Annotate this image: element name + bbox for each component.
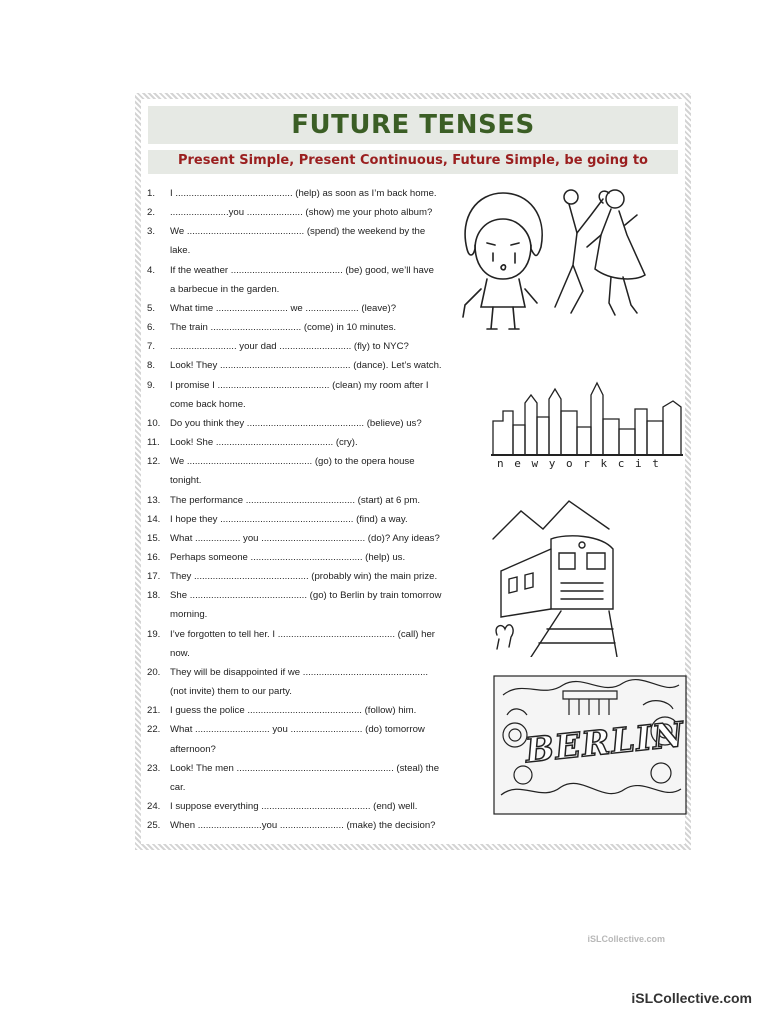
worksheet-frame [135, 93, 691, 944]
exercise-text: (not invite) them to our party. [170, 686, 292, 698]
exercise-line [147, 318, 457, 337]
exercise-line [147, 395, 457, 414]
exercise-text: They ........................................... (probably win) the main prize. [170, 571, 438, 583]
exercise-number [147, 395, 170, 414]
exercise-text: ......................... your dad ........................... (fly) to NYC? [170, 341, 409, 353]
dancing-couple-illustration [551, 185, 649, 327]
exercise-line [147, 222, 457, 241]
exercise-text: I ............................................ (help) as soon as I’m back home. [170, 188, 437, 199]
exercise-text: a barbecue in the garden. [170, 283, 280, 295]
exercise-text: morning. [170, 609, 208, 621]
exercise-text: Perhaps someone .......................................... (help) us. [170, 551, 406, 563]
exercise-number: 9. [147, 379, 156, 391]
exercise-text: Look! The men ........................................................... (steal) the [170, 762, 440, 774]
exercise-text: When ........................you ........................ (make) the decision? [170, 820, 436, 832]
exercise-number: 12. [147, 456, 161, 468]
exercise-number: 16. [147, 551, 161, 563]
nyc-caption: n e w y o r k c i t [497, 457, 661, 470]
exercise-text: now. [170, 647, 190, 659]
exercise-line [147, 491, 457, 510]
exercise-number: 15. [147, 532, 161, 544]
worksheet-page [141, 99, 687, 944]
exercise-number: 13. [147, 494, 161, 506]
exercise-line [147, 605, 457, 624]
worksheet-footer-brand: iSLCollective.com [587, 934, 665, 944]
exercise-line [147, 452, 457, 471]
page-brand-watermark: iSLCollective.com [631, 990, 752, 1006]
berlin-graffiti-illustration [493, 675, 687, 815]
exercise-line [147, 184, 457, 203]
exercise-line [147, 567, 457, 586]
exercise-number: 24. [147, 801, 161, 812]
exercise-number [147, 605, 170, 624]
exercise-number: 6. [147, 322, 156, 334]
exercise-text: What ............................ you ........................... (do) tomorrow [170, 724, 425, 736]
exercise-line [147, 778, 457, 797]
worksheet-title: FUTURE TENSES [291, 110, 535, 140]
exercise-number: 7. [147, 341, 156, 353]
exercise-number: 4. [147, 264, 156, 276]
exercise-text: afternoon? [170, 743, 216, 755]
worksheet-subtitle: Present Simple, Present Continuous, Future Simple, be going to [177, 153, 648, 168]
exercise-number: 20. [147, 666, 161, 678]
exercise-number [147, 280, 170, 299]
exercise-number: 1. [147, 188, 156, 199]
exercise-text: Look! They ................................................. (dance). Let’s watch. [170, 360, 442, 372]
exercise-line [147, 280, 457, 299]
crying-girl-illustration [457, 187, 549, 332]
exercise-number: 11. [147, 437, 160, 449]
exercise-line [147, 759, 457, 778]
exercise-line [147, 740, 457, 759]
exercise-text: They will be disappointed if we ............................................... [170, 666, 429, 678]
subtitle-band [148, 150, 678, 174]
exercise-text: What time ........................... we .................... (leave)? [170, 302, 397, 314]
exercise-line [147, 203, 457, 222]
exercise-number: 25. [147, 820, 161, 832]
exercise-number [147, 471, 170, 490]
exercise-line [147, 299, 457, 318]
exercise-line [147, 433, 457, 452]
exercise-text: I’ve forgotten to tell her. I ............................................ (call) her [170, 628, 435, 640]
exercise-number: 18. [147, 590, 161, 602]
exercise-number: 10. [147, 417, 161, 429]
exercise-line [147, 682, 457, 701]
exercise-text: Look! She ............................................ (cry). [170, 437, 358, 449]
exercise-list [147, 184, 457, 835]
exercise-line [147, 337, 457, 356]
exercise-number [147, 740, 170, 759]
exercise-number: 14. [147, 513, 161, 525]
exercise-line [147, 644, 457, 663]
exercise-text: I suppose everything ......................................... (end) well. [170, 801, 418, 812]
exercise-number: 3. [147, 226, 156, 238]
exercise-text: The train .................................. (come) in 10 minutes. [170, 322, 397, 334]
exercise-text: come back home. [170, 398, 246, 410]
exercise-line [147, 625, 457, 644]
exercise-text: The performance ......................................... (start) at 6 pm. [170, 494, 421, 506]
exercise-line [147, 797, 457, 816]
exercise-number [147, 778, 170, 797]
exercise-number: 23. [147, 762, 161, 774]
train-illustration [491, 499, 621, 657]
exercise-text: I guess the police ........................................... (follow) him. [170, 705, 417, 717]
exercise-line [147, 663, 457, 682]
exercise-text: I hope they .................................................. (find) a way. [170, 513, 408, 525]
exercise-text: She ............................................ (go) to Berlin by train tomorrow [170, 590, 442, 602]
title-band [148, 106, 678, 144]
exercise-text: Do you think they ............................................ (believe) us? [170, 417, 422, 429]
exercise-text: If the weather .......................................... (be) good, we’ll have [170, 264, 434, 276]
exercise-line [147, 816, 457, 835]
exercise-text: I promise I .......................................... (clean) my room after I [170, 379, 429, 391]
exercise-number [147, 644, 170, 663]
exercise-text: We ............................................... (go) to the opera house [170, 456, 415, 468]
exercise-line [147, 376, 457, 395]
exercise-text: We ............................................ (spend) the weekend by the [170, 226, 426, 238]
exercise-number: 8. [147, 360, 156, 372]
exercise-line [147, 548, 457, 567]
exercise-line [147, 510, 457, 529]
exercise-line [147, 414, 457, 433]
exercise-number: 19. [147, 628, 161, 640]
exercise-line [147, 586, 457, 605]
exercise-text: What ................. you ....................................... (do)? Any ideas? [170, 532, 440, 544]
exercise-number: 21. [147, 705, 161, 717]
exercise-text: lake. [170, 245, 191, 257]
exercise-line [147, 701, 457, 720]
exercise-number: 22. [147, 724, 161, 736]
exercise-line [147, 261, 457, 280]
exercise-number: 5. [147, 302, 156, 314]
exercise-text: car. [170, 781, 186, 793]
exercise-line [147, 471, 457, 490]
exercise-line [147, 529, 457, 548]
new-york-skyline-illustration [491, 381, 683, 473]
exercise-number: 2. [147, 207, 156, 219]
exercise-text: ......................you ..................... (show) me your photo album? [170, 207, 433, 219]
exercise-line [147, 720, 457, 739]
berlin-art-lettering: BERLIN [523, 714, 687, 772]
exercise-number [147, 241, 170, 260]
exercise-text: tonight. [170, 475, 202, 487]
exercise-number [147, 682, 170, 701]
exercise-number: 17. [147, 571, 161, 583]
exercise-line [147, 241, 457, 260]
exercise-line [147, 356, 457, 375]
